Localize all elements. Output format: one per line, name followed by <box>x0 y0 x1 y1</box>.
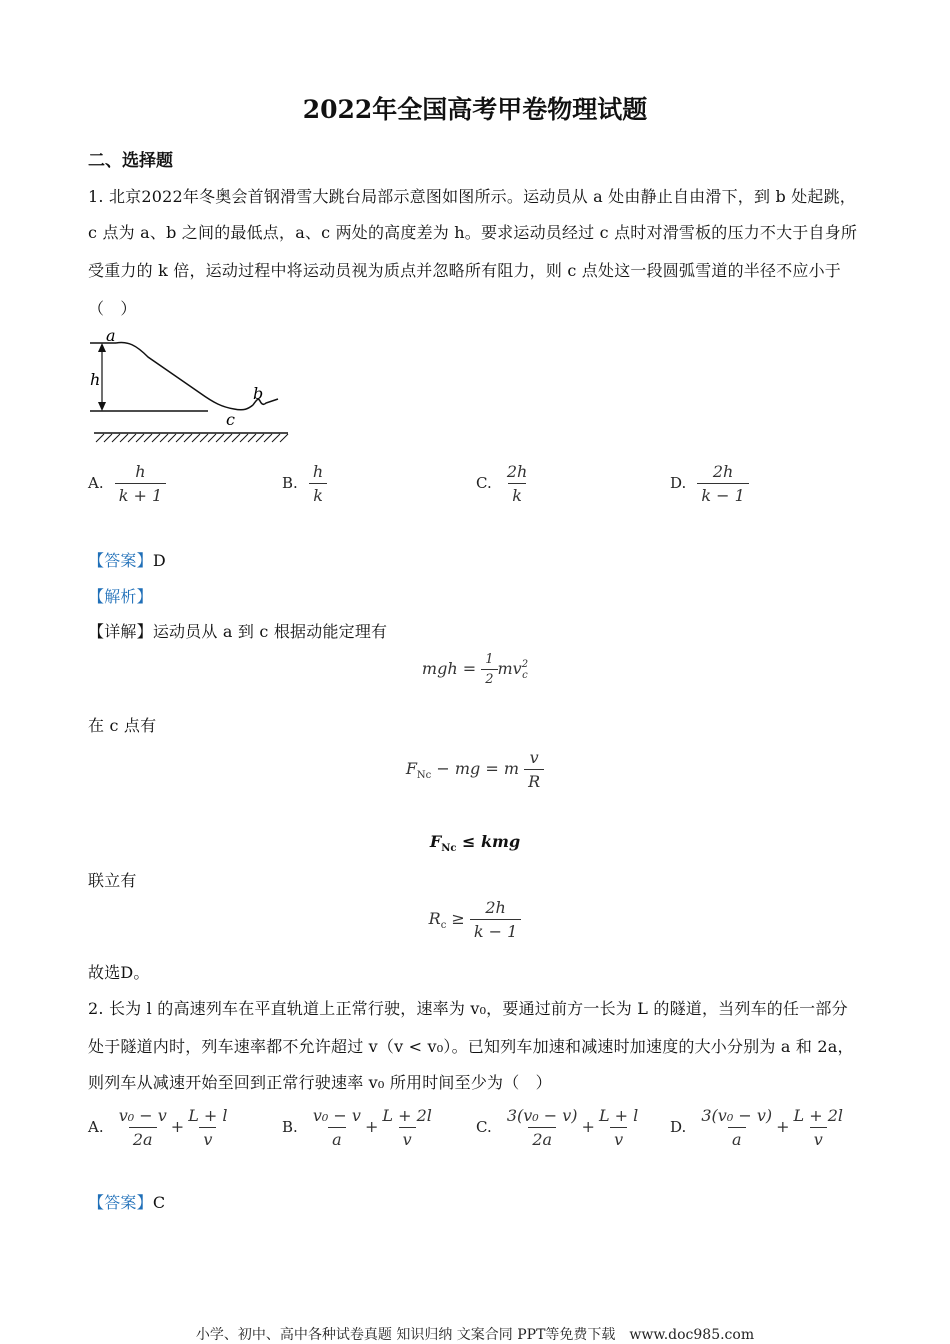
q1-text-line-2: c 点为 a、b 之间的最低点，a、c 两处的高度差为 h。要求运动员经过 c 点时对滑雪板的压力不大于自身所 <box>88 223 858 242</box>
equation-result <box>0 898 950 941</box>
option-numerator: h <box>312 462 324 481</box>
q1-text-line-1: 1. 北京2022年冬奥会首钢滑雪大跳台局部示意图如图所示。运动员从 a 处由静止自由滑下，到 b 处起跳， <box>88 187 856 206</box>
eq-part: ≥ <box>446 909 470 928</box>
plus-sign: + <box>364 1117 379 1136</box>
fig-label-b: b <box>253 384 264 403</box>
q2-option-d[interactable] <box>670 1106 847 1149</box>
q1-detail <box>88 619 387 642</box>
option-label: D. <box>670 474 687 492</box>
eq-den: k − 1 <box>470 919 521 941</box>
option-label: C. <box>476 474 492 492</box>
detail-text: 运动员从 a 到 c 根据动能定理有 <box>152 622 388 641</box>
eq-part: mgh = <box>421 659 477 678</box>
option-denominator: a <box>328 1127 346 1149</box>
eq-part: F <box>429 832 442 851</box>
option-numerator: L + l <box>598 1106 639 1125</box>
option-numerator: 2h <box>712 462 734 481</box>
eq-part: F <box>405 759 417 778</box>
option-numerator: v₀ − v <box>118 1106 167 1125</box>
option-label: D. <box>670 1118 687 1136</box>
q1-option-b[interactable] <box>282 462 327 505</box>
footer-text: 小学、初中、高中各种试卷真题 知识归纳 文案合同 PPT等免费下载 www.doc985.com <box>195 1327 755 1343</box>
option-numerator: h <box>135 462 146 481</box>
eq-den: 2 <box>481 669 497 687</box>
option-numerator: 3(v₀ − v) <box>701 1106 773 1125</box>
option-denominator: k + 1 <box>115 483 166 505</box>
detail-tag: 【详解】 <box>88 622 153 641</box>
fig-label-c: c <box>226 410 235 429</box>
option-label: A. <box>88 474 104 492</box>
q2-option-a[interactable] <box>88 1106 232 1149</box>
page-title: 2022年全国高考甲卷物理试题 <box>302 95 648 124</box>
option-denominator: a <box>728 1127 746 1149</box>
answer-tag: 【答案】 <box>88 551 153 570</box>
option-numerator: L + l <box>188 1106 228 1125</box>
option-numerator: 3(v₀ − v) <box>506 1106 578 1125</box>
option-denominator: v <box>610 1127 627 1149</box>
eq-part: R <box>428 909 441 928</box>
q2-text-line-1: 2. 长为 l 的高速列车在平直轨道上正常行驶，速率为 v₀，要通过前方一长为 L 的隧道，当列车的任一部分 <box>88 999 848 1018</box>
plus-sign: + <box>170 1117 185 1136</box>
option-numerator: L + 2l <box>793 1106 843 1125</box>
option-label: C. <box>476 1118 492 1136</box>
option-denominator: 2a <box>528 1127 556 1149</box>
q2-text-line-3: 则列车从减速开始至回到正常行驶速率 v₀ 所用时间至少为（ ） <box>88 1073 552 1092</box>
combine-text: 联立有 <box>88 871 137 890</box>
option-numerator: L + 2l <box>382 1106 432 1125</box>
option-label: B. <box>282 1118 298 1136</box>
q2-option-b[interactable] <box>282 1106 436 1149</box>
option-denominator: v <box>199 1127 216 1149</box>
eq-part: − mg = m <box>431 759 520 778</box>
eq-sub: c <box>522 669 528 681</box>
eq-num: 2h <box>485 898 506 917</box>
answer-value: D <box>152 551 166 570</box>
eq-num: 1 <box>485 652 494 667</box>
q2-option-c[interactable] <box>476 1106 642 1149</box>
ski-slope-figure <box>88 325 293 445</box>
answer-tag: 【答案】 <box>88 1193 153 1212</box>
option-denominator: k <box>508 483 526 505</box>
at-c-text: 在 c 点有 <box>88 716 157 735</box>
option-denominator: k − 1 <box>697 483 748 505</box>
plus-sign: + <box>581 1117 595 1136</box>
equation-inequality <box>0 832 950 854</box>
eq-part: mv <box>497 659 522 678</box>
option-numerator: 2h <box>506 462 528 481</box>
eq-den: R <box>524 769 544 791</box>
option-denominator: k <box>309 483 327 505</box>
equation-energy <box>0 652 950 687</box>
q1-option-a[interactable] <box>88 462 166 505</box>
q2-answer <box>88 1190 165 1213</box>
plus-sign: + <box>776 1117 790 1136</box>
q2-text-line-2: 处于隧道内时，列车速率都不允许超过 v（v < v₀）。已知列车加速和减速时加速度的大小分别为 a 和 2a， <box>88 1037 854 1056</box>
fig-label-h: h <box>90 370 101 389</box>
q1-text-line-4: （ ） <box>88 299 137 318</box>
option-numerator: v₀ − v <box>312 1106 361 1125</box>
eq-sup: 2 <box>521 658 529 670</box>
q1-analysis-tag: 【解析】 <box>88 587 153 606</box>
answer-value: C <box>152 1193 166 1212</box>
eq-sub: Nc <box>416 770 432 782</box>
eq-sub: Nc <box>441 843 457 855</box>
conclusion-text: 故选D。 <box>88 963 150 982</box>
option-denominator: v <box>399 1127 416 1149</box>
eq-sub: c <box>440 920 447 932</box>
equation-force <box>0 748 950 791</box>
eq-num: v <box>529 748 539 767</box>
q1-text-line-3: 受重力的 k 倍，运动过程中将运动员视为质点并忽略所有阻力，则 c 点处这一段圆弧雪道的半径不应小于 <box>88 261 842 280</box>
option-denominator: 2a <box>129 1127 157 1149</box>
section-heading: 二、选择题 <box>88 151 173 171</box>
option-denominator: v <box>810 1127 827 1149</box>
eq-part: ≤ kmg <box>456 832 521 851</box>
q1-answer <box>88 548 166 571</box>
option-label: B. <box>282 474 298 492</box>
q1-option-c[interactable] <box>476 462 531 505</box>
fig-label-a: a <box>106 326 116 345</box>
q1-option-d[interactable] <box>670 462 749 505</box>
option-label: A. <box>88 1118 104 1136</box>
